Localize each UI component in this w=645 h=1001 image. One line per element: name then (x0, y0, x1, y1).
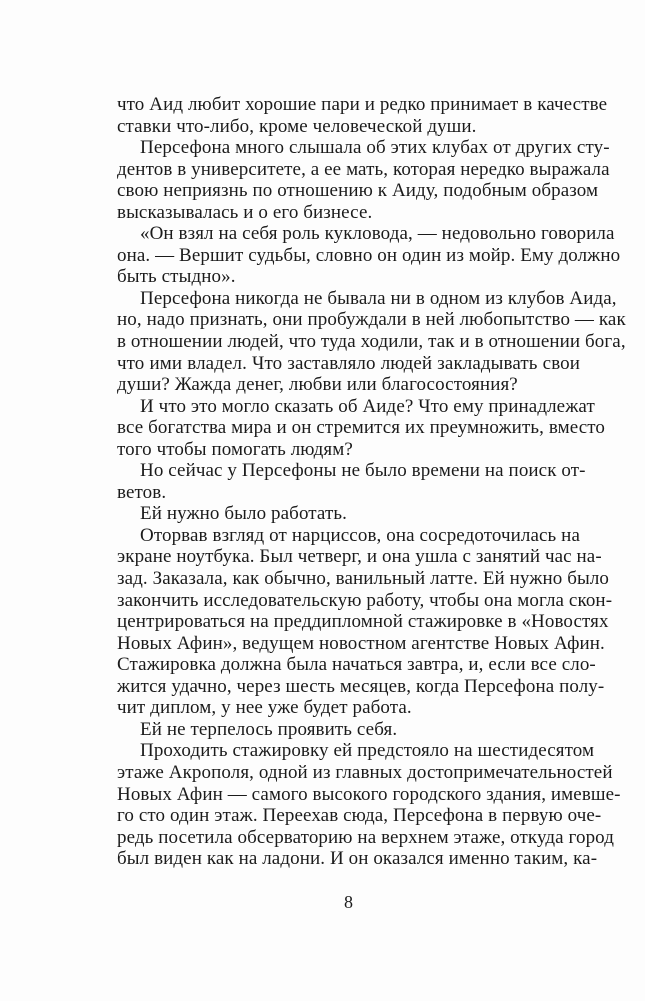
text-line: Ей не терпелось проявить себя. (140, 718, 398, 740)
text-line: чит диплом, у нее уже будет работа. (117, 697, 412, 719)
text-line: Персефона никогда не бывала ни в одном из клубов Аида, (140, 287, 617, 309)
text-line: редь посетила обсерваторию на верхнем этаже, откуда город (117, 826, 614, 848)
text-line: что Аид любит хорошие пари и редко принимает в качестве (117, 94, 608, 115)
text-line: Персефона много слышала об этих клубах от других сту- (140, 137, 610, 159)
text-block (117, 94, 626, 870)
text-line: того чтобы помогать людям? (117, 438, 353, 460)
text-line: в отношении людей, что туда ходили, так и в отношении бога, (117, 331, 626, 353)
text-line: ставки что-либо, кроме человеческой души. (117, 115, 477, 137)
text-line: зад. Заказала, как обычно, ванильный латте. Ей нужно было (117, 568, 610, 590)
text-line: но, надо признать, они пробуждали в ней любопытство — как (117, 309, 626, 331)
text-line: свою неприязнь по отношению к Аиду, подобным образом (117, 180, 599, 202)
text-line: что ими владел. Что заставляло людей закладывать свои (117, 352, 580, 374)
text-line: закончить исследовательскую работу, чтобы она могла скон- (117, 589, 613, 611)
text-line: центрироваться на преддипломной стажировке в «Новостях (117, 611, 609, 633)
text-line: Новых Афин», ведущем новостном агентстве Новых Афин. (117, 632, 605, 654)
text-line: высказывалась и о его бизнесе. (117, 201, 373, 223)
text-line: го сто один этаж. Переехав сюда, Персефона в первую оче- (117, 805, 602, 827)
text-line: Ей нужно было работать. (140, 503, 347, 525)
text-line: экране ноутбука. Был четверг, и она ушла с занятий час на- (117, 546, 602, 568)
text-line: этаже Акрополя, одной из главных достопримечательностей (117, 761, 613, 783)
text-line: Новых Афин — самого высокого городского здания, имевше- (117, 783, 621, 805)
text-line: был виден как на ладони. И он оказался именно таким, ка- (117, 848, 598, 870)
text-line: И что это могло сказать об Аиде? Что ему принадлежат (140, 395, 595, 417)
text-line: души? Жажда денег, любви или благосостояния? (117, 374, 518, 396)
text-line: Стажировка должна была начаться завтра, и, если все сло- (117, 654, 596, 676)
text-line: Оторвав взгляд от нарциссов, она сосредоточилась на (140, 524, 580, 546)
page-number: 8 (344, 892, 353, 912)
text-line: Проходить стажировку ей предстояло на шестидесятом (140, 740, 595, 762)
text-line: все богатства мира и он стремится их преумножить, вместо (117, 417, 605, 439)
text-line: Но сейчас у Персефоны не было времени на поиск от- (140, 460, 586, 482)
text-line: она. — Вершит судьбы, словно он один из мойр. Ему должно (117, 244, 621, 266)
text-line: дентов в университете, а ее мать, которая нередко выражала (117, 158, 610, 180)
text-line: «Он взял на себя роль кукловода, — недовольно говорила (140, 223, 615, 245)
text-line: жится удачно, через шесть месяцев, когда Персефона полу- (117, 675, 605, 697)
text-line: ветов. (117, 481, 167, 503)
text-line: быть стыдно». (117, 266, 236, 288)
